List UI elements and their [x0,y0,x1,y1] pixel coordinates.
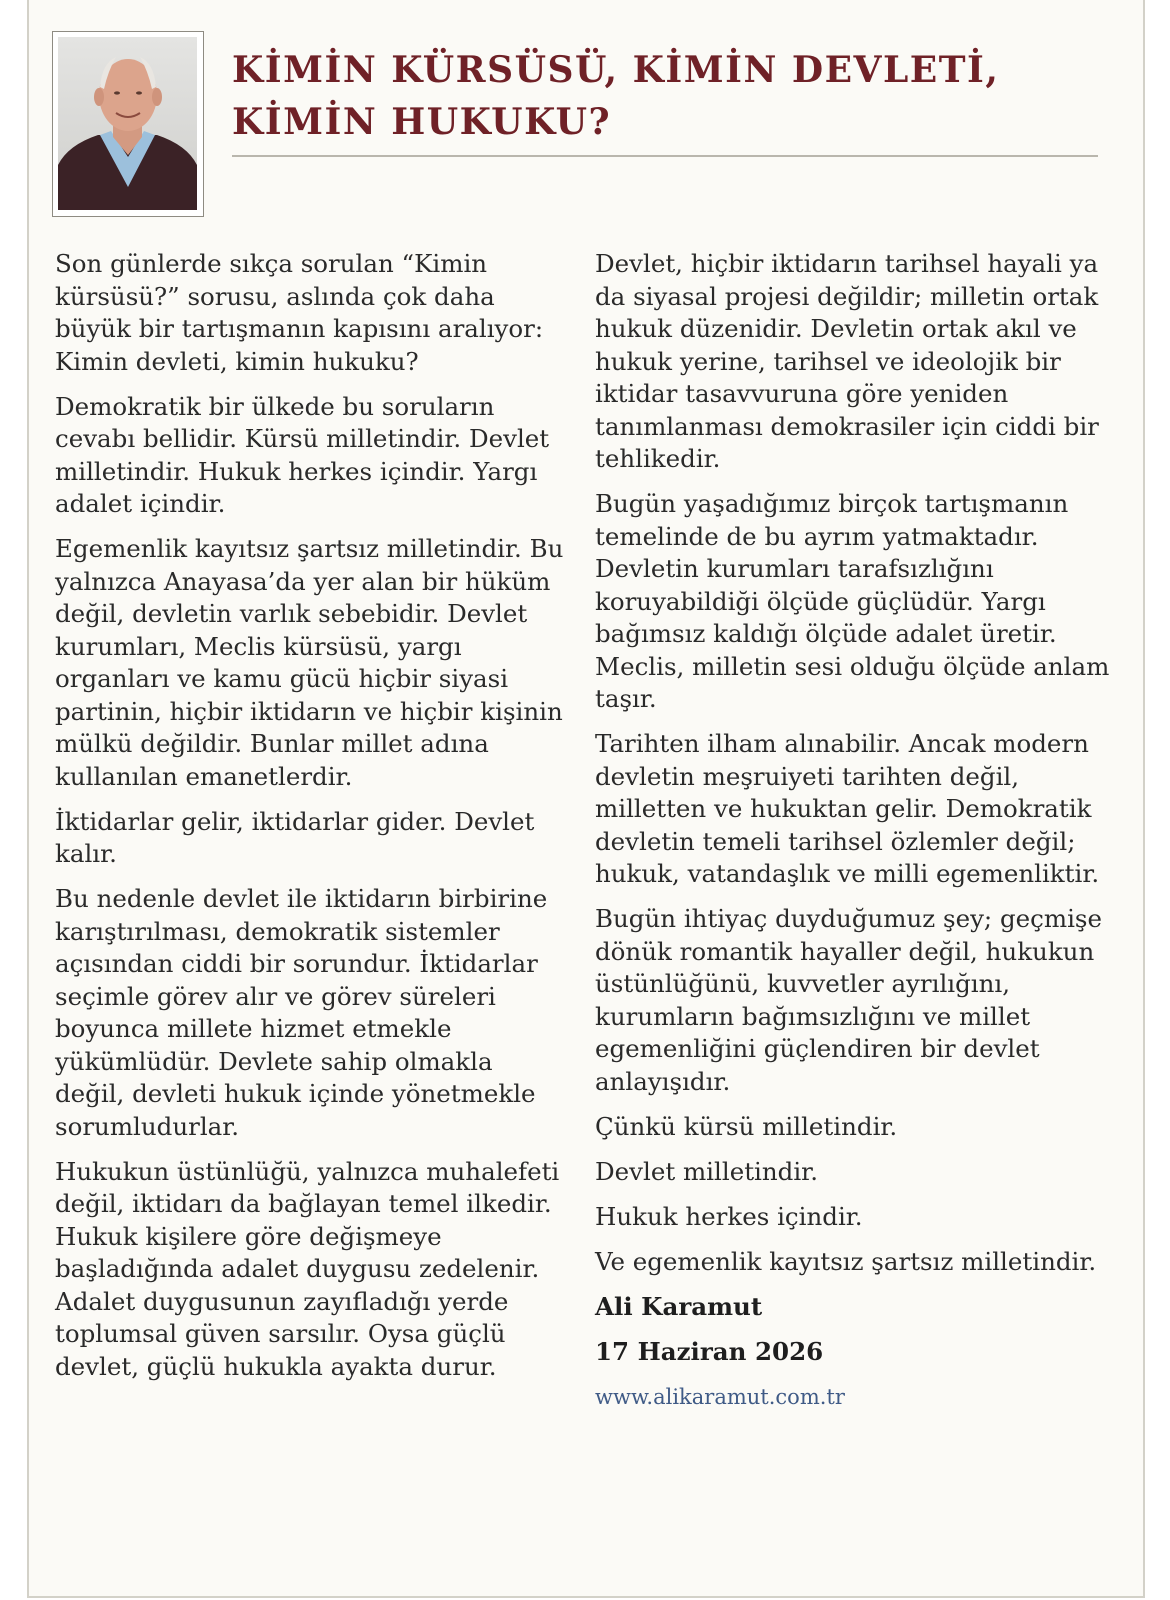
paragraph: Demokratik bir ülkede bu soruların cevabı bellidir. Kürsü milletindir. Devlet milletindir. Hukuk herkes içindir. Yargı adalet içindir. [55,391,550,518]
paragraph: Bugün ihtiyaç duyduğumuz şey; geçmişe dönük romantik hayaller değil, hukukun üstünlüğünü, kuvvetler ayrılığını, kurumların bağımsızlığını ve millet egemenliğini güçlendiren bir devlet anlayışıdır. [595,904,1102,1096]
article-title-line2: KİMİN HUKUKU? [232,101,612,143]
paragraph: Egemenlik kayıtsız şartsız milletindir. Bu yalnızca Anayasa’da yer alan bir hüküm değil, devletin varlık sebebidir. Devlet kurumları, Meclis kürsüsü, yargı organları ve kamu gücü hiçbir siyasi partinin, hiçbir iktidarın ve hiçbir kişinin mülkü değildir. Bunlar millet adına kullanılan emanetlerdir. [55,534,564,791]
author-portrait-image [58,37,197,210]
paragraph: Bugün yaşadığımız birçok tartışmanın temelinde de bu ayrım yatmaktadır. Devletin kurumları tarafsızlığını koruyabildiği ölçüde güçlüdür. Yargı bağımsız kaldığı ölçüde adalet üretir. Meclis, milletin sesi olduğu ölçüde anlam taşır. [595,489,1110,713]
paragraph: İktidarlar gelir, iktidarlar gider. Devlet kalır. [55,806,535,868]
paragraph: Tarihten ilham alınabilir. Ancak modern devletin meşruiyeti tarihten değil, milletten ve hukuktan gelir. Demokratik devletin temeli tarihsel özlemler değil; hukuk, vatandaşlık ve milli egemenliktir. [595,729,1100,888]
author-photo [58,37,197,210]
website-link[interactable]: www.alikaramut.com.tr [595,1384,845,1409]
paragraph: Ve egemenlik kayıtsız şartsız milletindir. [595,1246,1097,1276]
left-column [55,248,565,1396]
article-date: 17 Haziran 2026 [595,1336,824,1366]
article-title-line1: KİMİN KÜRSÜSÜ, KİMİN DEVLETİ, [232,49,1000,91]
paragraph: Devlet milletindir. [595,1156,818,1186]
article-page [27,0,1145,1598]
author-name: Ali Karamut [595,1291,763,1321]
paragraph: Devlet, hiçbir iktidarın tarihsel hayali ya da siyasal projesi değildir; milletin ortak hukuk düzenidir. Devletin ortak akıl ve hukuk yerine, tarihsel ve ideolojik bir iktidar tasavvuruna göre yeniden tanımlanması demokrasiler için ciddi bir tehlikedir. [595,249,1099,473]
paragraph: Bu nedenle devlet ile iktidarın birbirine karıştırılması, demokratik sistemler açısından ciddi bir sorundur. İktidarlar seçimle görev alır ve görev süreleri boyunca millete hizmet etmekle yükümlüdür. Devlete sahip olmakla değil, devleti hukuk içinde yönetmekle sorumludurlar. [55,884,548,1141]
title-divider [232,155,1098,157]
paragraph: Hukuk herkes içindir. [595,1201,863,1231]
paragraph: Çünkü kürsü milletindir. [595,1111,898,1141]
right-column [595,248,1115,1426]
article-title [232,44,1112,148]
paragraph: Hukukun üstünlüğü, yalnızca muhalefeti değil, iktidarı da bağlayan temel ilkedir. Hukuk kişilere göre değişmeye başladığında adalet duygusu zedelenir. Adalet duygusunun zayıfladığı yerde toplumsal güven sarsılır. Oysa güçlü devlet, güçlü hukukla ayakta durur. [55,1156,560,1381]
author-photo-frame [52,31,204,217]
paragraph: Son günlerde sıkça sorulan “Kimin kürsüsü?” sorusu, aslında çok daha büyük bir tartışmanın kapısını aralıyor: Kimin devleti, kimin hukuku? [55,249,544,376]
